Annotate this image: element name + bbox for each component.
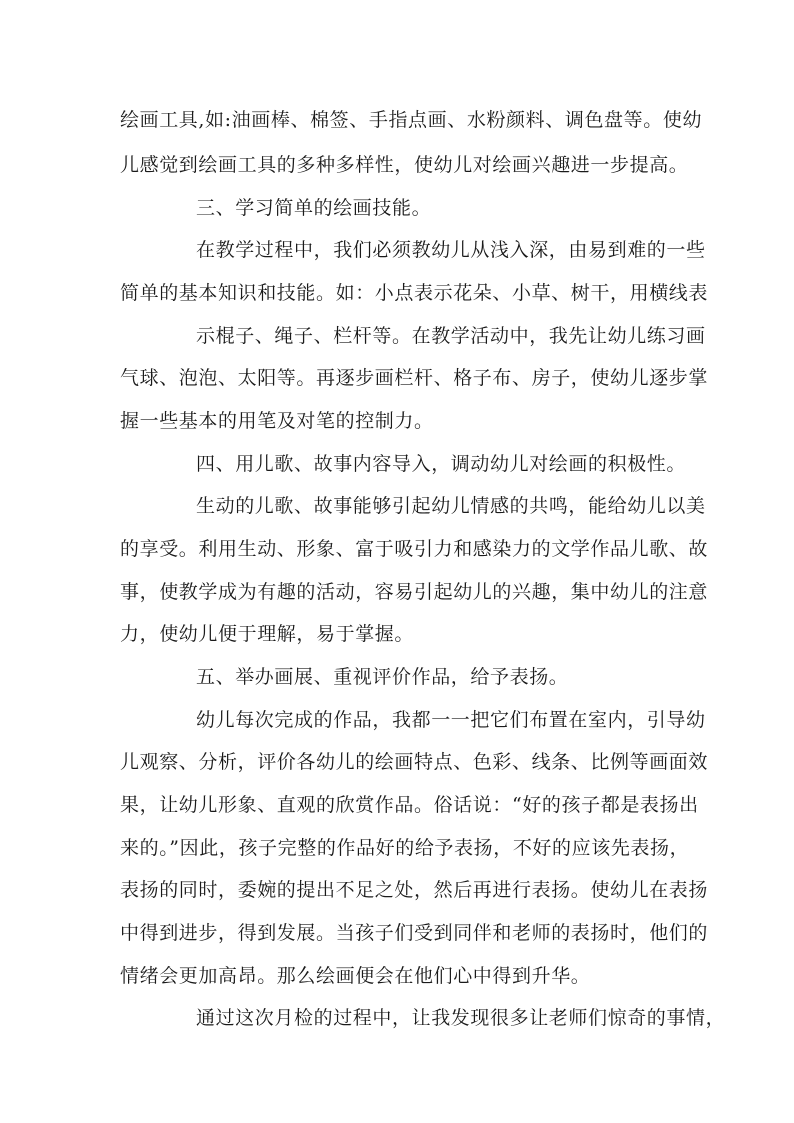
- text-line: 握一些基本的用笔及对笔的控制力。: [120, 410, 434, 432]
- section-heading: 三、学习简单的绘画技能。: [196, 197, 432, 219]
- text-line: 情绪会更加高昂。那么绘画便会在他们心中得到升华。: [120, 965, 591, 987]
- text-line: 气球、泡泡、太阳等。再逐步画栏杆、格子布、房子，使幼儿逐步掌: [120, 367, 709, 389]
- text-line: 生动的儿歌、故事能够引起幼儿情感的共鸣，能给幼儿以美: [196, 495, 706, 517]
- text-line: 果，让幼儿形象、直观的欣赏作品。俗话说：“好的孩子都是表扬出: [120, 794, 699, 816]
- text-line: 的享受。利用生动、形象、富于吸引力和感染力的文学作品儿歌、故: [120, 538, 709, 560]
- text-line: 儿感觉到绘画工具的多种多样性，使幼儿对绘画兴趣进一步提高。: [120, 154, 689, 176]
- section-heading: 四、用儿歌、故事内容导入，调动幼儿对绘画的积极性。: [196, 453, 687, 475]
- text-line: 来的。”因此，孩子完整的作品好的给予表扬，不好的应该先表扬，: [120, 837, 690, 859]
- text-line: 儿观察、分析，评价各幼儿的绘画特点、色彩、线条、比例等画面效: [120, 751, 709, 773]
- text-line: 事，使教学成为有趣的活动，容易引起幼儿的兴趣，集中幼儿的注意: [120, 581, 709, 603]
- text-line: 在教学过程中，我们必须教幼儿从浅入深，由易到难的一些: [196, 239, 706, 261]
- text-line: 绘画工具,如:油画棒、棉签、手指点画、水粉颜料、调色盘等。使幼: [120, 109, 703, 131]
- text-line: 幼儿每次完成的作品，我都一一把它们布置在室内，引导幼: [196, 709, 706, 731]
- text-line: 表扬的同时，委婉的提出不足之处，然后再进行表扬。使幼儿在表扬: [120, 879, 709, 901]
- text-line: 力，使幼儿便于理解，易于掌握。: [120, 623, 415, 645]
- text-line: 示棍子、绳子、栏杆等。在教学活动中，我先让幼儿练习画: [196, 325, 706, 347]
- text-line: 通过这次月检的过程中，让我发现很多让老师们惊奇的事情，: [196, 1007, 726, 1029]
- text-line: 中得到进步，得到发展。当孩子们受到同伴和老师的表扬时，他们的: [120, 922, 709, 944]
- text-line: 简单的基本知识和技能。如：小点表示花朵、小草、树干，用横线表: [120, 282, 709, 304]
- section-heading: 五、举办画展、重视评价作品，给予表扬。: [196, 666, 569, 688]
